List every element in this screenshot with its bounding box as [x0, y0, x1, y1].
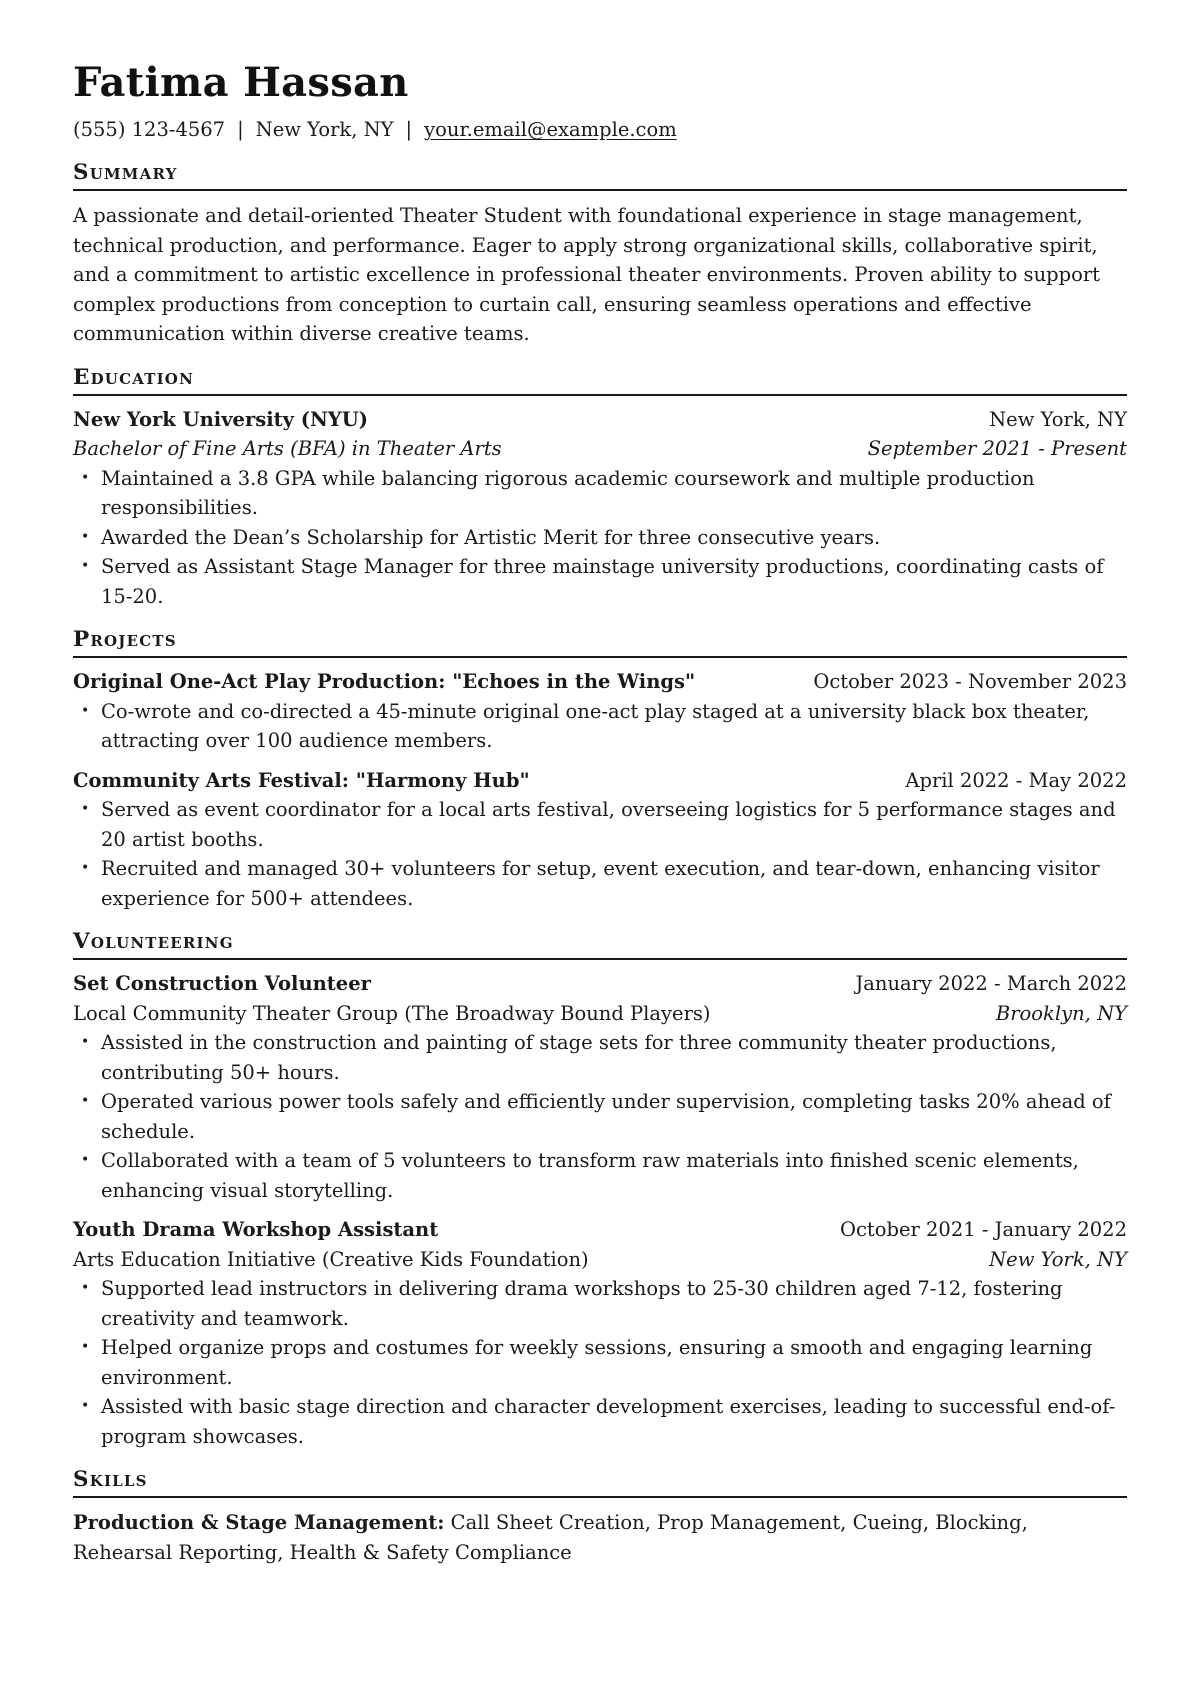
education-entry [73, 405, 1127, 612]
volunteer-role: Set Construction Volunteer [73, 972, 371, 995]
bullet-icon: • [81, 1339, 90, 1355]
bullet-text: Recruited and managed 30+ volunteers for setup, event execution, and tear-down, enhancing visitor experience for 500+ attendees. [101, 857, 1100, 910]
bullet-icon: • [81, 801, 90, 817]
volunteer-entry [73, 969, 1127, 1205]
bullet-icon: • [81, 469, 90, 486]
project-title: Original One-Act Play Production: "Echoes in the Wings" [73, 670, 696, 693]
bullet-item [73, 795, 1127, 854]
school-name: New York University (NYU) [73, 407, 368, 431]
school-location: New York, NY [989, 407, 1127, 431]
section-heading-summary: Summary [73, 159, 1127, 191]
section-heading-volunteering: Volunteering [73, 928, 1127, 960]
bullet-item [73, 1028, 1127, 1087]
volunteer-bullets [73, 1274, 1127, 1451]
section-heading-education: Education [73, 364, 1127, 396]
bullet-text: Supported lead instructors in delivering drama workshops to 25-30 children aged 7-12, fostering creativity and teamwork. [101, 1277, 1063, 1330]
project-entry [73, 667, 1127, 756]
education-dates: September 2021 - Present [867, 437, 1127, 460]
bullet-text: Awarded the Dean’s Scholarship for Artistic Merit for three consecutive years. [101, 525, 881, 549]
project-bullets [73, 697, 1127, 756]
bullet-text: Served as event coordinator for a local arts festival, overseeing logistics for 5 performance stages and 20 artist booths. [101, 798, 1116, 851]
volunteer-role: Youth Drama Workshop Assistant [73, 1218, 439, 1241]
bullet-icon: • [81, 1152, 90, 1168]
bullet-icon: • [81, 558, 90, 574]
contact-separator: | [237, 118, 244, 141]
skills-label: Production & Stage Management: [73, 1511, 445, 1534]
bullet-text: Assisted with basic stage direction and character development exercises, leading to successful end-of-program showcases. [101, 1395, 1116, 1448]
education-section [73, 364, 1127, 612]
volunteer-location: Brooklyn, NY [995, 1001, 1127, 1025]
bullet-text: Collaborated with a team of 5 volunteers to transform raw materials into finished scenic elements, enhancing visual storytelling. [101, 1149, 1079, 1202]
project-entry [73, 766, 1127, 914]
volunteering-section [73, 928, 1127, 1451]
volunteer-location: New York, NY [989, 1247, 1127, 1271]
project-dates: April 2022 - May 2022 [905, 768, 1127, 792]
project-dates: October 2023 - November 2023 [813, 670, 1127, 693]
candidate-name: Fatima Hassan [73, 59, 409, 106]
skills-text: Call Sheet Creation, Prop Management, Cueing, Blocking, Rehearsal Reporting, Health & Safety Compliance [73, 1511, 1028, 1564]
volunteer-bullets [73, 1028, 1127, 1205]
phone-number: (555) 123-4567 [73, 118, 226, 141]
summary-section [73, 159, 1127, 349]
contact-separator: | [405, 118, 413, 141]
bullet-item [73, 1333, 1127, 1392]
location-text: New York, NY [255, 118, 394, 141]
projects-section [73, 626, 1127, 913]
bullet-item [73, 523, 1127, 553]
education-bullets [73, 464, 1127, 612]
volunteer-dates: January 2022 - March 2022 [855, 972, 1127, 995]
email-link[interactable]: your.email@example.com [424, 118, 677, 141]
summary-text: A passionate and detail-oriented Theater Student with foundational experience in stage management, technical production, and performance. Eager to apply strong organizational skills, collaborative spirit, and a commitment to artistic excellence in professional theater environments. Proven ability to support complex productions from conception to curtain call, ensuring seamless operations and effective communication within diverse creative teams. [73, 204, 1100, 345]
section-heading-skills: Skills [73, 1466, 1127, 1498]
bullet-text: Co-wrote and co-directed a 45-minute original one-act play staged at a university black box theater, attracting over 100 audience members. [101, 699, 1090, 752]
volunteer-organization: Local Community Theater Group (The Broadway Bound Players) [73, 1001, 711, 1025]
bullet-icon: • [81, 1093, 90, 1109]
bullet-text: Served as Assistant Stage Manager for three mainstage university productions, coordinating casts of 15-20. [101, 555, 1104, 608]
bullet-item [73, 1087, 1127, 1146]
volunteer-entry [73, 1215, 1127, 1451]
bullet-item [73, 552, 1127, 611]
degree-title: Bachelor of Fine Arts (BFA) in Theater Arts [73, 437, 502, 460]
resume-page [73, 58, 1127, 1567]
section-heading-projects: Projects [73, 626, 1127, 658]
bullet-item [73, 1274, 1127, 1333]
bullet-icon: • [81, 702, 90, 719]
bullet-item [73, 1392, 1127, 1451]
bullet-icon: • [81, 1280, 90, 1296]
bullet-icon: • [81, 860, 90, 876]
bullet-icon: • [81, 528, 90, 545]
bullet-text: Helped organize props and costumes for weekly sessions, ensuring a smooth and engaging learning environment. [101, 1336, 1093, 1389]
contact-line [73, 116, 1127, 144]
project-title: Community Arts Festival: "Harmony Hub" [73, 768, 530, 792]
bullet-text: Operated various power tools safely and efficiently under supervision, completing tasks 20% ahead of schedule. [101, 1090, 1111, 1143]
bullet-item [73, 697, 1127, 756]
bullet-item [73, 854, 1127, 913]
bullet-text: Assisted in the construction and painting of stage sets for three community theater productions, contributing 50+ hours. [101, 1031, 1057, 1084]
bullet-text: Maintained a 3.8 GPA while balancing rigorous academic coursework and multiple production responsibilities. [101, 466, 1035, 519]
project-bullets [73, 795, 1127, 913]
bullet-item [73, 1146, 1127, 1205]
bullet-item [73, 464, 1127, 523]
bullet-icon: • [81, 1398, 90, 1414]
volunteer-organization: Arts Education Initiative (Creative Kids Foundation) [73, 1247, 589, 1271]
volunteer-dates: October 2021 - January 2022 [840, 1218, 1127, 1241]
skills-line [73, 1508, 1073, 1567]
skills-section [73, 1466, 1127, 1567]
bullet-icon: • [81, 1034, 90, 1050]
